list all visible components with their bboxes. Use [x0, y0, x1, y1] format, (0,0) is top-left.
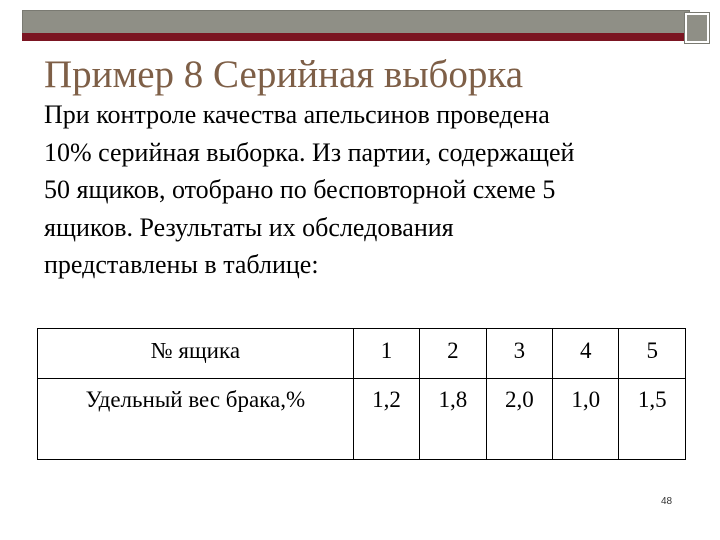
body-line: представлены в таблице: [44, 250, 319, 279]
header-stripe [22, 33, 688, 41]
header-square-decoration [685, 13, 709, 43]
table-cell-box-number: 5 [619, 329, 686, 379]
slide-body-text [44, 96, 704, 284]
slide-title: Пример 8 Серийная выборка [44, 53, 524, 96]
table-cell-defect-share: 1,8 [420, 379, 486, 460]
table-row-box-number [38, 329, 686, 379]
body-line: При контроле качества апельсинов проведена [44, 100, 550, 129]
page-number: 48 [661, 496, 673, 507]
table-row-header-cell: Удельный вес брака,% [38, 379, 354, 460]
table-cell-defect-share: 1,5 [619, 379, 686, 460]
table-cell-box-number: 1 [353, 329, 419, 379]
body-line: 10% серийная выборка. Из партии, содержащей [44, 137, 575, 167]
table-cell-box-number: 3 [486, 329, 552, 379]
body-line: 50 ящиков, отобрано по бесповторной схеме 5 [44, 175, 556, 204]
table-cell-box-number: 2 [420, 329, 486, 379]
data-table [37, 328, 686, 460]
table-cell-defect-share: 1,2 [353, 379, 419, 460]
body-line: ящиков. Результаты их обследования [44, 212, 454, 242]
table-cell-defect-share: 1,0 [553, 379, 619, 460]
table-row-header-cell: № ящика [38, 329, 354, 379]
table-cell-defect-share: 2,0 [486, 379, 552, 460]
table-cell-box-number: 4 [553, 329, 619, 379]
table-row-defect-share [38, 379, 686, 460]
header-bar [22, 10, 690, 34]
